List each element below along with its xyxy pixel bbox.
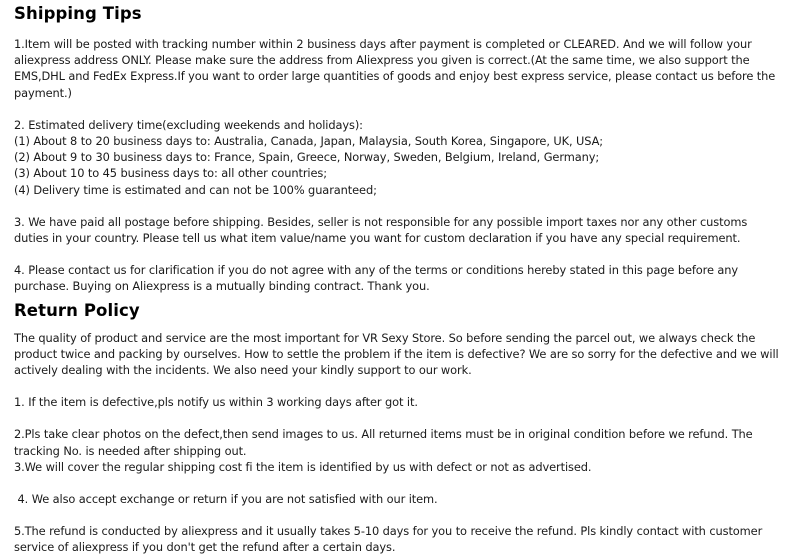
shipping-point-1: 1.Item will be posted with tracking number within 2 business days after payment is completed or CLEARED. And we will follow your aliexpress address ONLY. Please make sure the address from Aliexpress you given is correct.(At the same time, we also support the EMS,DHL and FedEx Express.If you want to order large quantities of goods and enjoy best express service, please contact us before the payment.) <box>14 37 776 100</box>
delivery-time-line: (1) About 8 to 20 business days to: Australia, Canada, Japan, Malaysia, South Korea, Singapore, UK, USA; <box>14 134 604 149</box>
shipping-point-3: 3. We have paid all postage before shipping. Besides, seller is not responsible for any possible import taxes nor any other customs duties in your country. Please tell us what item value/name you want for custom declaration if you have any special requirement. <box>14 214 748 246</box>
return-policy-heading: Return Policy <box>14 300 140 320</box>
return-point-1: 1. If the item is defective,pls notify us within 3 working days after got it. <box>14 395 418 410</box>
return-point-3: 3.We will cover the regular shipping cost fi the item is identified by us with defect or not as advertised. <box>14 459 592 474</box>
return-point-5: 5.The refund is conducted by aliexpress and it usually takes 5-10 days for you to receive the refund. Pls kindly contact with customer service of aliexpress if you don't get the refund after a certain days. <box>14 524 763 555</box>
shipping-tips-heading: Shipping Tips <box>14 4 142 23</box>
delivery-time-line: (4) Delivery time is estimated and can not be 100% guaranteed; <box>14 182 377 197</box>
return-policy-intro: The quality of product and service are the most important for VR Sexy Store. So before sending the parcel out, we always check the product twice and packing by ourselves. How to settle the problem if the item is defective? We are so sorry for the defective and we will actively dealing with the incidents. We also need your kindly support to our work. <box>14 330 779 378</box>
delivery-time-line: (3) About 10 to 45 business days to: all other countries; <box>14 166 327 181</box>
shipping-point-4: 4. Please contact us for clarification if you do not agree with any of the terms or conditions hereby stated in this page before any purchase. Buying on Aliexpress is a mutually binding contract. Thank you. <box>14 263 739 294</box>
policy-document <box>14 0 794 556</box>
return-point-2: 2.Pls take clear photos on the defect,then send images to us. All returned items must be in original condition before we refund. The tracking No. is needed after shipping out. <box>14 427 753 458</box>
delivery-time-line: (2) About 9 to 30 business days to: France, Spain, Greece, Norway, Sweden, Belgium, Ireland, Germany; <box>14 150 600 165</box>
shipping-point-2-intro: 2. Estimated delivery time(excluding weekends and holidays): <box>14 117 363 132</box>
return-point-4: 4. We also accept exchange or return if you are not satisfied with our item. <box>14 492 438 507</box>
